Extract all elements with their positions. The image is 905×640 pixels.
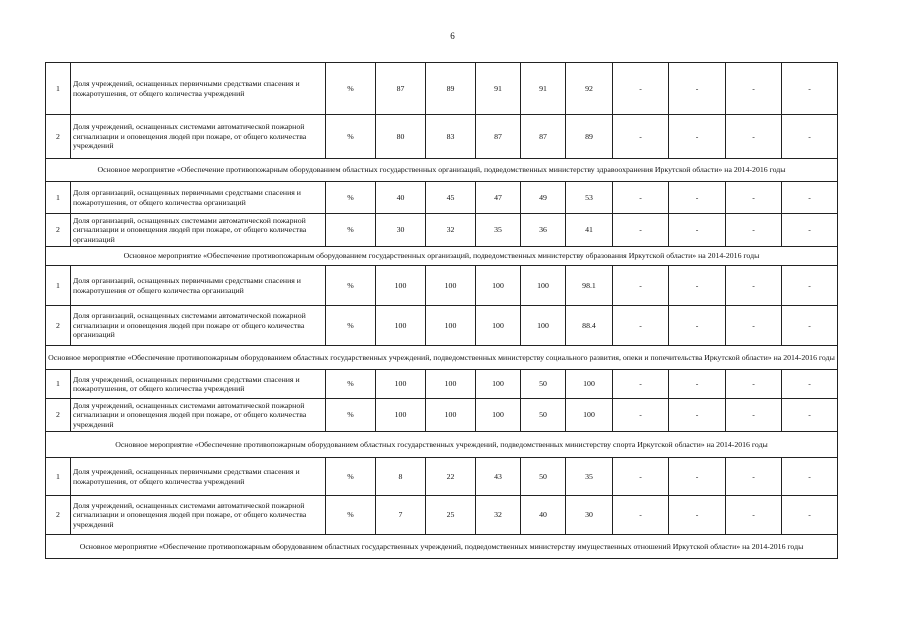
- value-cell: -: [782, 370, 838, 399]
- value-cell: -: [726, 63, 782, 115]
- section-title: Основное мероприятие «Обеспечение противопожарным оборудованием областных государственных учреждений, подведомственных министерству имущественных отношений Иркутской области» на 2014-2016 годы: [46, 535, 838, 559]
- value-cell: 87: [476, 115, 521, 159]
- value-cell: -: [782, 496, 838, 535]
- value-cell: -: [782, 63, 838, 115]
- value-cell: -: [669, 399, 726, 432]
- unit-cell: %: [326, 370, 376, 399]
- value-cell: -: [782, 399, 838, 432]
- indicator-name: Доля организаций, оснащенных системами автоматической пожарной сигнализации и оповещения людей при пожаре, от общего количества организаций: [71, 214, 326, 247]
- section-title: Основное мероприятие «Обеспечение противопожарным оборудованием областных государственных учреждений, подведомственных министерству социального развития, опеки и попечительства Иркутской области» на 2014-2016 годы: [46, 346, 838, 370]
- value-cell: -: [613, 458, 669, 496]
- indicator-name: Доля учреждений, оснащенных системами автоматической пожарной сигнализации и оповещения людей при пожаре, от общего количества учреждений: [71, 399, 326, 432]
- value-cell: -: [782, 458, 838, 496]
- value-cell: 91: [521, 63, 566, 115]
- value-cell: -: [669, 370, 726, 399]
- value-cell: -: [669, 63, 726, 115]
- indicator-name: Доля организаций, оснащенных системами автоматической пожарной сигнализации и оповещения людей при пожаре от общего количества организаций: [71, 306, 326, 346]
- unit-cell: %: [326, 458, 376, 496]
- value-cell: 50: [521, 458, 566, 496]
- value-cell: -: [726, 399, 782, 432]
- value-cell: 32: [476, 496, 521, 535]
- indicator-name: Доля учреждений, оснащенных системами автоматической пожарной сигнализации и оповещения людей при пожаре, от общего количества учреждений: [71, 496, 326, 535]
- value-cell: 50: [521, 399, 566, 432]
- value-cell: 100: [521, 266, 566, 306]
- indicator-name: Доля учреждений, оснащенных первичными средствами спасения и пожаротушения, от общего количества учреждений: [71, 370, 326, 399]
- value-cell: -: [726, 458, 782, 496]
- value-cell: 92: [566, 63, 613, 115]
- value-cell: -: [726, 306, 782, 346]
- value-cell: 100: [376, 370, 426, 399]
- section-title: Основное мероприятие «Обеспечение противопожарным оборудованием государственных организаций, подведомственных министерству образования Иркутской области» на 2014-2016 годы: [46, 247, 838, 266]
- value-cell: 87: [521, 115, 566, 159]
- value-cell: -: [782, 115, 838, 159]
- value-cell: -: [613, 214, 669, 247]
- value-cell: 100: [376, 399, 426, 432]
- section-row: [46, 159, 838, 182]
- value-cell: 7: [376, 496, 426, 535]
- value-cell: 100: [566, 370, 613, 399]
- unit-cell: %: [326, 496, 376, 535]
- value-cell: 91: [476, 63, 521, 115]
- value-cell: -: [726, 370, 782, 399]
- value-cell: 49: [521, 182, 566, 214]
- value-cell: 100: [426, 370, 476, 399]
- value-cell: 35: [476, 214, 521, 247]
- value-cell: 100: [426, 399, 476, 432]
- page-number: 6: [450, 31, 455, 41]
- section-title: Основное мероприятие «Обеспечение противопожарным оборудованием областных государственных учреждений, подведомственных министерству спорта Иркутской области» на 2014-2016 годы: [46, 432, 838, 458]
- table-row: [46, 266, 838, 306]
- value-cell: 98.1: [566, 266, 613, 306]
- value-cell: 100: [376, 306, 426, 346]
- value-cell: 40: [376, 182, 426, 214]
- table-row: [46, 214, 838, 247]
- value-cell: -: [613, 370, 669, 399]
- unit-cell: %: [326, 399, 376, 432]
- section-row: [46, 535, 838, 559]
- table-row: [46, 115, 838, 159]
- value-cell: 32: [426, 214, 476, 247]
- unit-cell: %: [326, 266, 376, 306]
- value-cell: -: [613, 266, 669, 306]
- value-cell: 41: [566, 214, 613, 247]
- value-cell: -: [613, 115, 669, 159]
- value-cell: 100: [476, 266, 521, 306]
- unit-cell: %: [326, 115, 376, 159]
- row-number: 2: [46, 306, 71, 346]
- value-cell: -: [669, 496, 726, 535]
- value-cell: 100: [426, 266, 476, 306]
- row-number: 1: [46, 266, 71, 306]
- value-cell: 88.4: [566, 306, 613, 346]
- value-cell: 100: [521, 306, 566, 346]
- value-cell: -: [669, 182, 726, 214]
- table-row: [46, 458, 838, 496]
- row-number: 2: [46, 214, 71, 247]
- value-cell: -: [726, 266, 782, 306]
- value-cell: 45: [426, 182, 476, 214]
- row-number: 2: [46, 496, 71, 535]
- unit-cell: %: [326, 306, 376, 346]
- value-cell: 100: [476, 399, 521, 432]
- value-cell: -: [669, 214, 726, 247]
- value-cell: 47: [476, 182, 521, 214]
- table-row: [46, 182, 838, 214]
- section-row: [46, 432, 838, 458]
- indicator-name: Доля организаций, оснащенных первичными средствами спасения и пожаротушения от общего количества организаций: [71, 266, 326, 306]
- value-cell: 100: [376, 266, 426, 306]
- value-cell: 35: [566, 458, 613, 496]
- value-cell: 100: [566, 399, 613, 432]
- value-cell: 30: [566, 496, 613, 535]
- row-number: 1: [46, 63, 71, 115]
- indicator-name: Доля учреждений, оснащенных системами автоматической пожарной сигнализации и оповещения людей при пожаре, от общего количества учреждений: [71, 115, 326, 159]
- section-row: [46, 346, 838, 370]
- value-cell: -: [613, 496, 669, 535]
- unit-cell: %: [326, 182, 376, 214]
- value-cell: 50: [521, 370, 566, 399]
- indicator-name: Доля учреждений, оснащенных первичными средствами спасения и пожаротушения, от общего количества учреждений: [71, 63, 326, 115]
- value-cell: -: [782, 266, 838, 306]
- value-cell: -: [669, 115, 726, 159]
- value-cell: -: [726, 496, 782, 535]
- row-number: 1: [46, 182, 71, 214]
- row-number: 2: [46, 399, 71, 432]
- indicator-name: Доля учреждений, оснащенных первичными средствами спасения и пожаротушения, от общего количества учреждений: [71, 458, 326, 496]
- value-cell: -: [782, 214, 838, 247]
- value-cell: 53: [566, 182, 613, 214]
- value-cell: 89: [566, 115, 613, 159]
- indicators-table: [45, 62, 838, 559]
- value-cell: -: [613, 399, 669, 432]
- value-cell: 40: [521, 496, 566, 535]
- value-cell: -: [613, 63, 669, 115]
- value-cell: -: [669, 458, 726, 496]
- value-cell: -: [782, 182, 838, 214]
- row-number: 1: [46, 458, 71, 496]
- unit-cell: %: [326, 63, 376, 115]
- value-cell: 8: [376, 458, 426, 496]
- value-cell: -: [669, 266, 726, 306]
- row-number: 2: [46, 115, 71, 159]
- table-row: [46, 370, 838, 399]
- table-row: [46, 496, 838, 535]
- indicator-name: Доля организаций, оснащенных первичными средствами спасения и пожаротушения, от общего количества организаций: [71, 182, 326, 214]
- row-number: 1: [46, 370, 71, 399]
- value-cell: 89: [426, 63, 476, 115]
- value-cell: 83: [426, 115, 476, 159]
- section-title: Основное мероприятие «Обеспечение противопожарным оборудованием областных государственных организаций, подведомственных министерству здравоохранения Иркутской области» на 2014-2016 годы: [46, 159, 838, 182]
- table-row: [46, 306, 838, 346]
- table-body: [46, 63, 838, 559]
- value-cell: 100: [476, 306, 521, 346]
- table-row: [46, 399, 838, 432]
- value-cell: -: [613, 306, 669, 346]
- value-cell: -: [613, 182, 669, 214]
- value-cell: 25: [426, 496, 476, 535]
- value-cell: -: [669, 306, 726, 346]
- table-row: [46, 63, 838, 115]
- value-cell: 43: [476, 458, 521, 496]
- value-cell: 36: [521, 214, 566, 247]
- value-cell: 100: [426, 306, 476, 346]
- value-cell: -: [726, 214, 782, 247]
- section-row: [46, 247, 838, 266]
- value-cell: -: [726, 182, 782, 214]
- value-cell: 30: [376, 214, 426, 247]
- value-cell: 22: [426, 458, 476, 496]
- value-cell: -: [726, 115, 782, 159]
- unit-cell: %: [326, 214, 376, 247]
- value-cell: 87: [376, 63, 426, 115]
- value-cell: 100: [476, 370, 521, 399]
- value-cell: -: [782, 306, 838, 346]
- value-cell: 80: [376, 115, 426, 159]
